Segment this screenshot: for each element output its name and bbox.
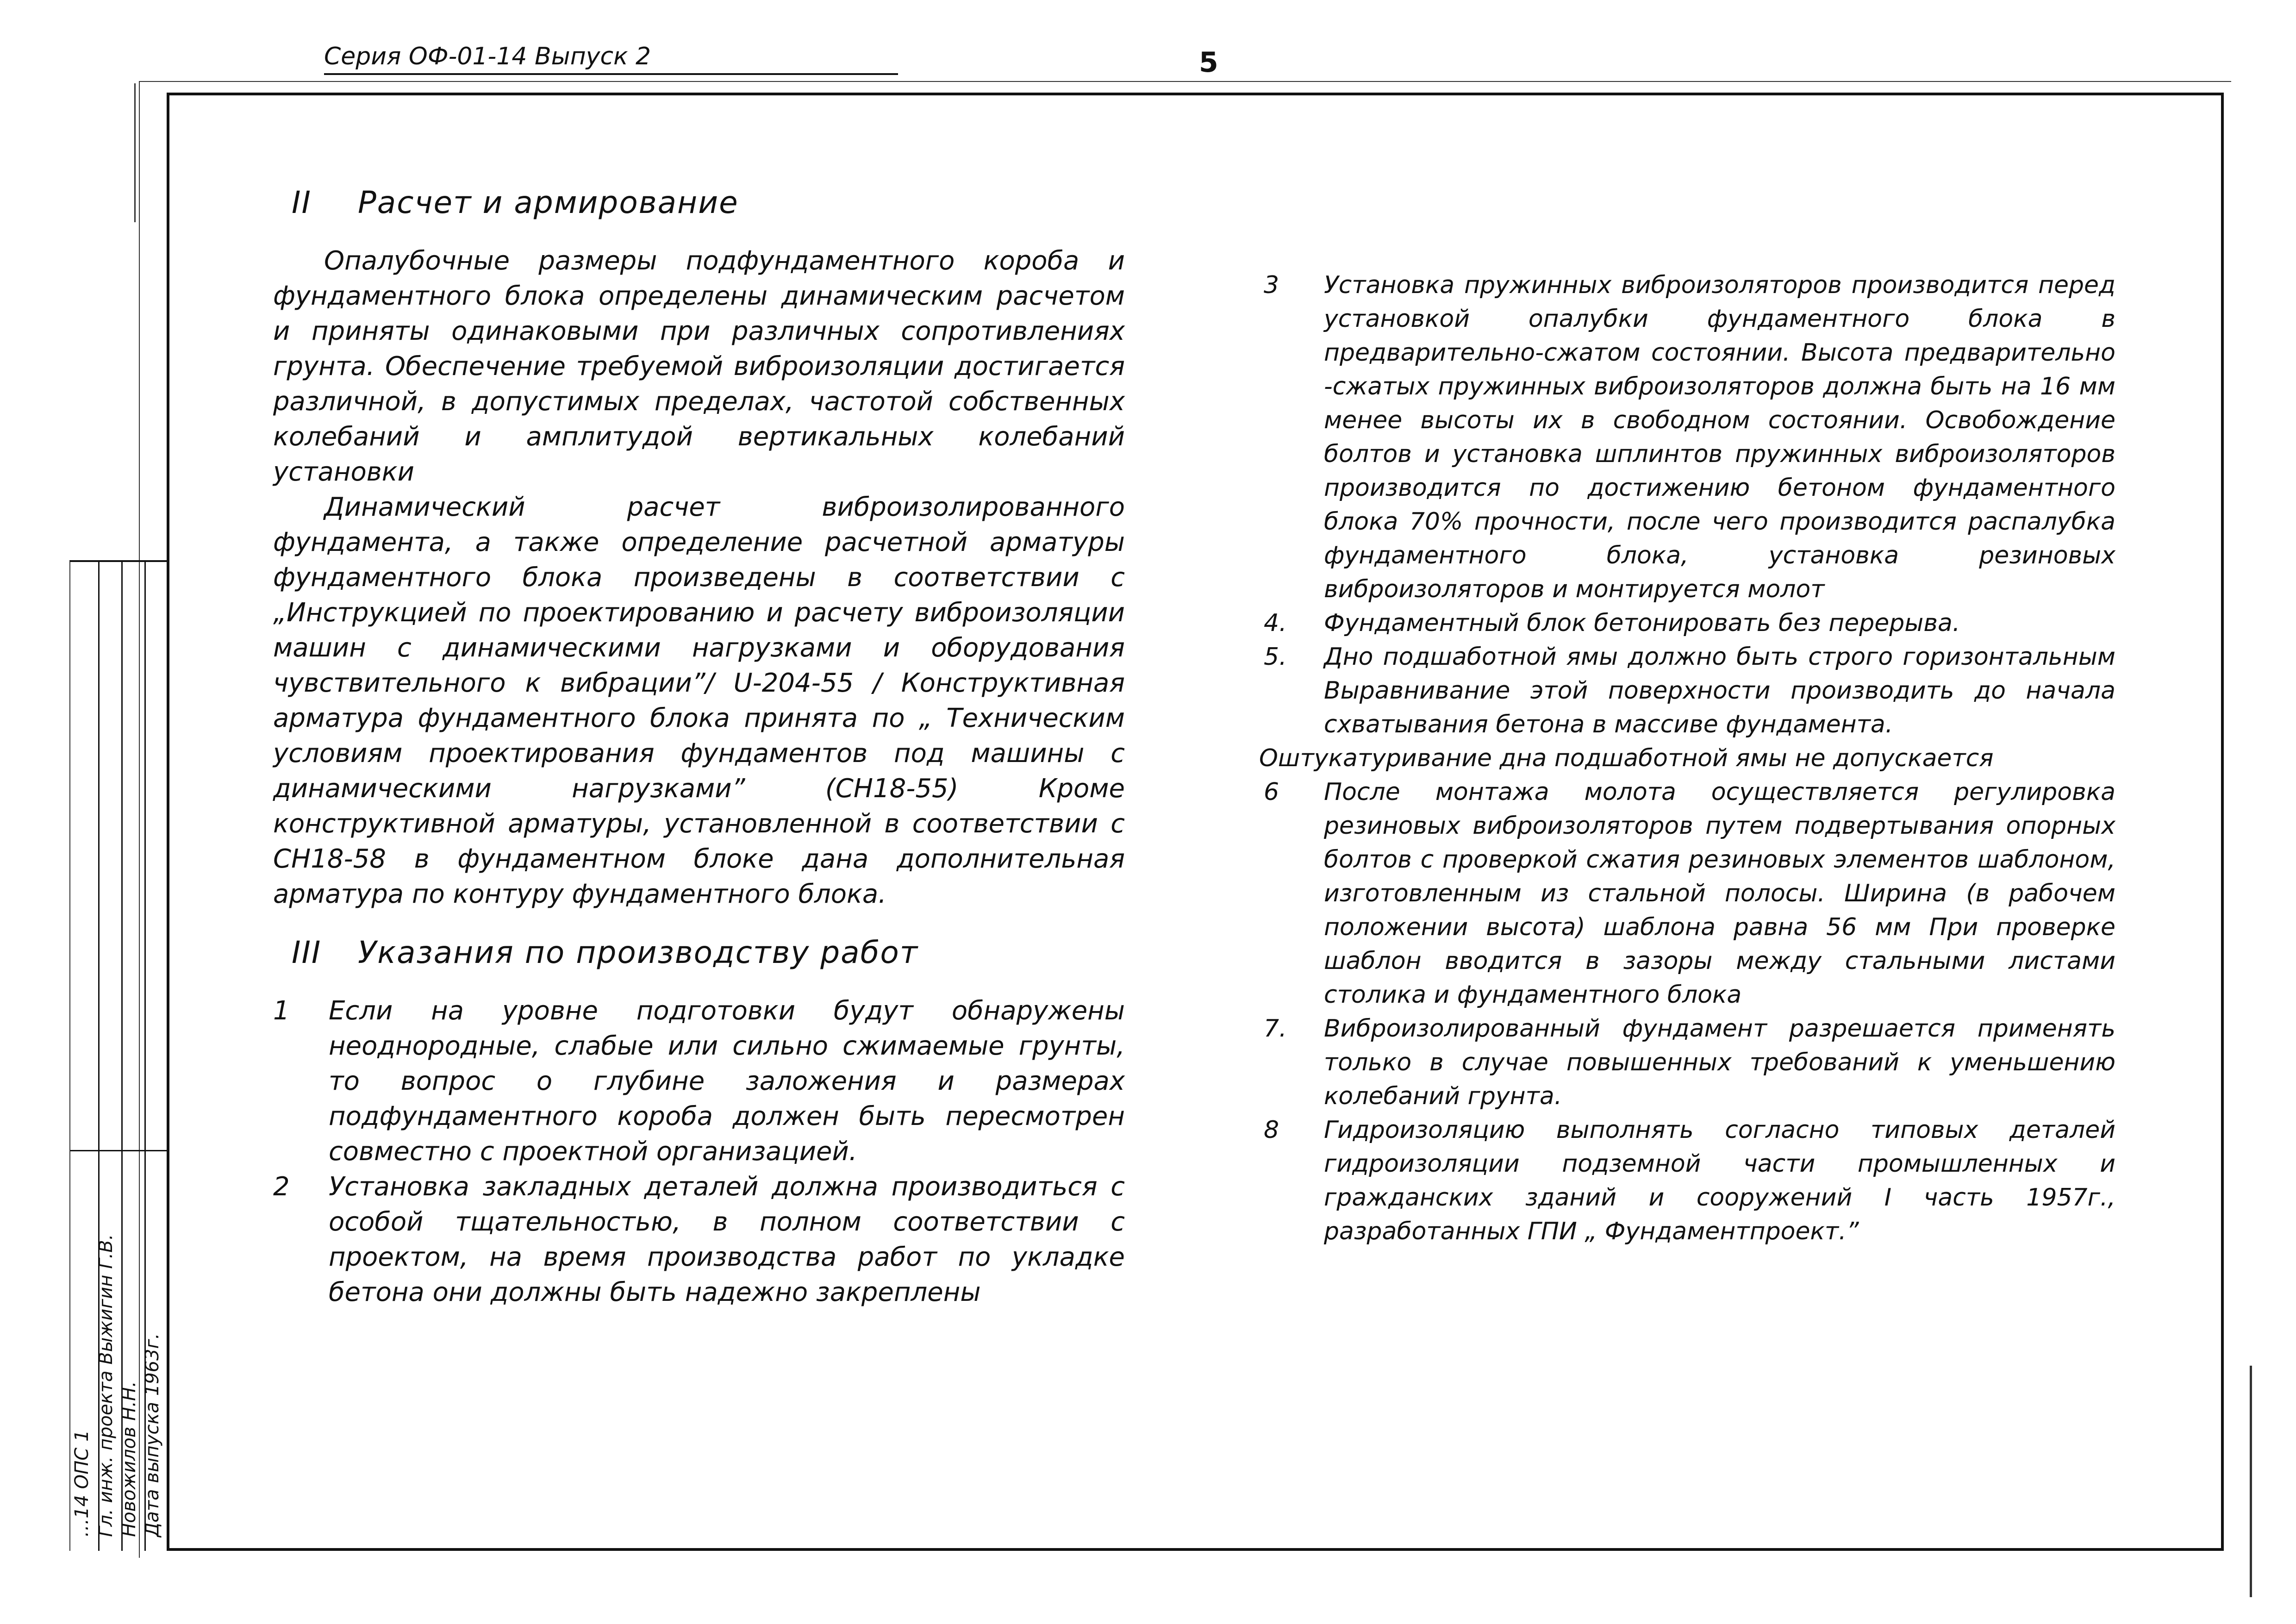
section-3-heading (273, 935, 1125, 970)
stamp-text-4: Дата выпуска 1963г. (142, 1333, 163, 1537)
right-column (1259, 269, 2115, 1249)
section-2-heading (273, 185, 1125, 220)
list-item-number: 1 (273, 996, 290, 1026)
list-item (1259, 742, 2115, 775)
stamp-text-3: Новожилов Н.Н. (119, 1381, 140, 1537)
stamp-divider (70, 1150, 167, 1151)
list-item (1259, 1012, 2115, 1113)
section-2-paragraph-1: Опалубочные размеры подфундаментного короба и фундаментного блока определены динамическим расчетом и приняты одинаковыми при различных сопротивлениях грунта. Обеспечение требуемой виброизоляции достигается различной, в допустимых пределах, частотой собственных колебаний и амплитудой вертикальных колебаний установки (273, 246, 1125, 487)
title-block-stamp (69, 560, 167, 1551)
series-header: Серия ОФ-01-14 Выпуск 2 (324, 43, 898, 75)
scan-artifact (134, 83, 136, 222)
list-item-text: Если на уровне подготовки будут обнаружены неоднородные, слабые или сильно сжимаемые грунты, то вопрос о глубине заложения и размерах подфундаментного короба должен быть пересмотрен совместно с проектной организацией. (329, 996, 1125, 1167)
list-item (1259, 1113, 2115, 1249)
list-item (1259, 269, 2115, 606)
list-item (1259, 606, 2115, 640)
list-item (273, 993, 1125, 1169)
list-item-text: Виброизолированный фундамент разрешается применять только в случае повышенных требований к уменьшению колебаний грунта. (1324, 1015, 2115, 1110)
section-3-title: Указания по производству работ (357, 935, 919, 970)
page-number: 5 (1199, 46, 1218, 79)
list-item-text: Гидроизоляцию выполнять согласно типовых деталей гидроизоляции подземной части промышленных и гражданских зданий и сооружений I часть 1957г., разработанных ГПИ „ Фундаментпроект.” (1324, 1116, 2115, 1245)
list-item-number: 2 (273, 1172, 290, 1202)
list-item-text: После монтажа молота осуществляется регулировка резиновых виброизоляторов путем подвертывания опорных болтов с проверкой сжатия резиновых элементов шаблоном, изготовленным из стальной полосы. Ширина (в рабочем положении высота) шаблона равна 56 мм При проверке шаблон вводится в зазоры между стальными листами столика и фундаментного блока (1324, 778, 2115, 1009)
list-item-text: Дно подшаботной ямы должно быть строго горизонтальным Выравнивание этой поверхности производить до начала схватывания бетона в массиве фундамента. (1324, 643, 2115, 738)
list-item-text: Установка пружинных виброизоляторов производится перед установкой опалубки фундаментного блока в предварительно-сжатом состоянии. Высота предварительно -сжатых пружинных виброизоляторов должна быть на 16 мм менее высоты их в свободном состоянии. Освобождение болтов и установка шплинтов пружинных виброизоляторов производится по достижению бетоном фундаментного блока 70% прочности, после чего производится распалубка фундаментного блока, установка резиновых виброизоляторов и монтируется молот (1324, 271, 2115, 603)
list-item-number: 4. (1264, 609, 1287, 637)
list-item-number: 7. (1264, 1015, 1287, 1043)
left-column (273, 185, 1125, 1310)
stamp-text-2: Гл. инж. проекта Выжигин Г.В. (95, 1234, 117, 1537)
section-2-title: Расчет и армирование (357, 185, 739, 220)
list-item (1259, 775, 2115, 1012)
section-2-paragraph-2: Динамический расчет виброизолированного фундамента, а также определение расчетной арматуры фундаментного блока произведены в соответствии с „Инструкцией по проектированию и расчету виброизоляции машин с динамическими нагрузками и оборудования чувствительного к вибрации”/ U-204-55 / Конструктивная арматура фундаментного блока принята по „ Техническим условиям проектирования фундаментов под машины с динамическими нагрузками” (СН18-55) Кроме конструктивной арматуры, установленной в соответствии с СН18-58 в фундаментном блоке дана дополнительная арматура по контуру фундаментного блока. (273, 492, 1125, 909)
list-item-number: 6 (1264, 778, 1279, 806)
list-item-text: Установка закладных деталей должна производиться с особой тщательностью, в полном соответствии с проектом, на время производства работ по укладке бетона они должны быть надежно закреплены (329, 1172, 1125, 1307)
scan-artifact (2250, 1366, 2252, 1597)
list-item-number: 3 (1264, 271, 1279, 299)
stamp-text-1: …14 ОПС 1 (71, 1430, 93, 1537)
list-item (273, 1169, 1125, 1310)
list-item-text: Фундаментный блок бетонировать без перерыва. (1324, 609, 1960, 637)
list-item (1259, 640, 2115, 742)
list-item-number: 5. (1264, 643, 1287, 671)
list-item-number: 8 (1264, 1116, 1279, 1144)
section-2-number: II (292, 185, 312, 220)
list-item-text: Оштукатуривание дна подшаботной ямы не допускается (1259, 744, 1994, 772)
section-3-number: III (292, 935, 322, 970)
